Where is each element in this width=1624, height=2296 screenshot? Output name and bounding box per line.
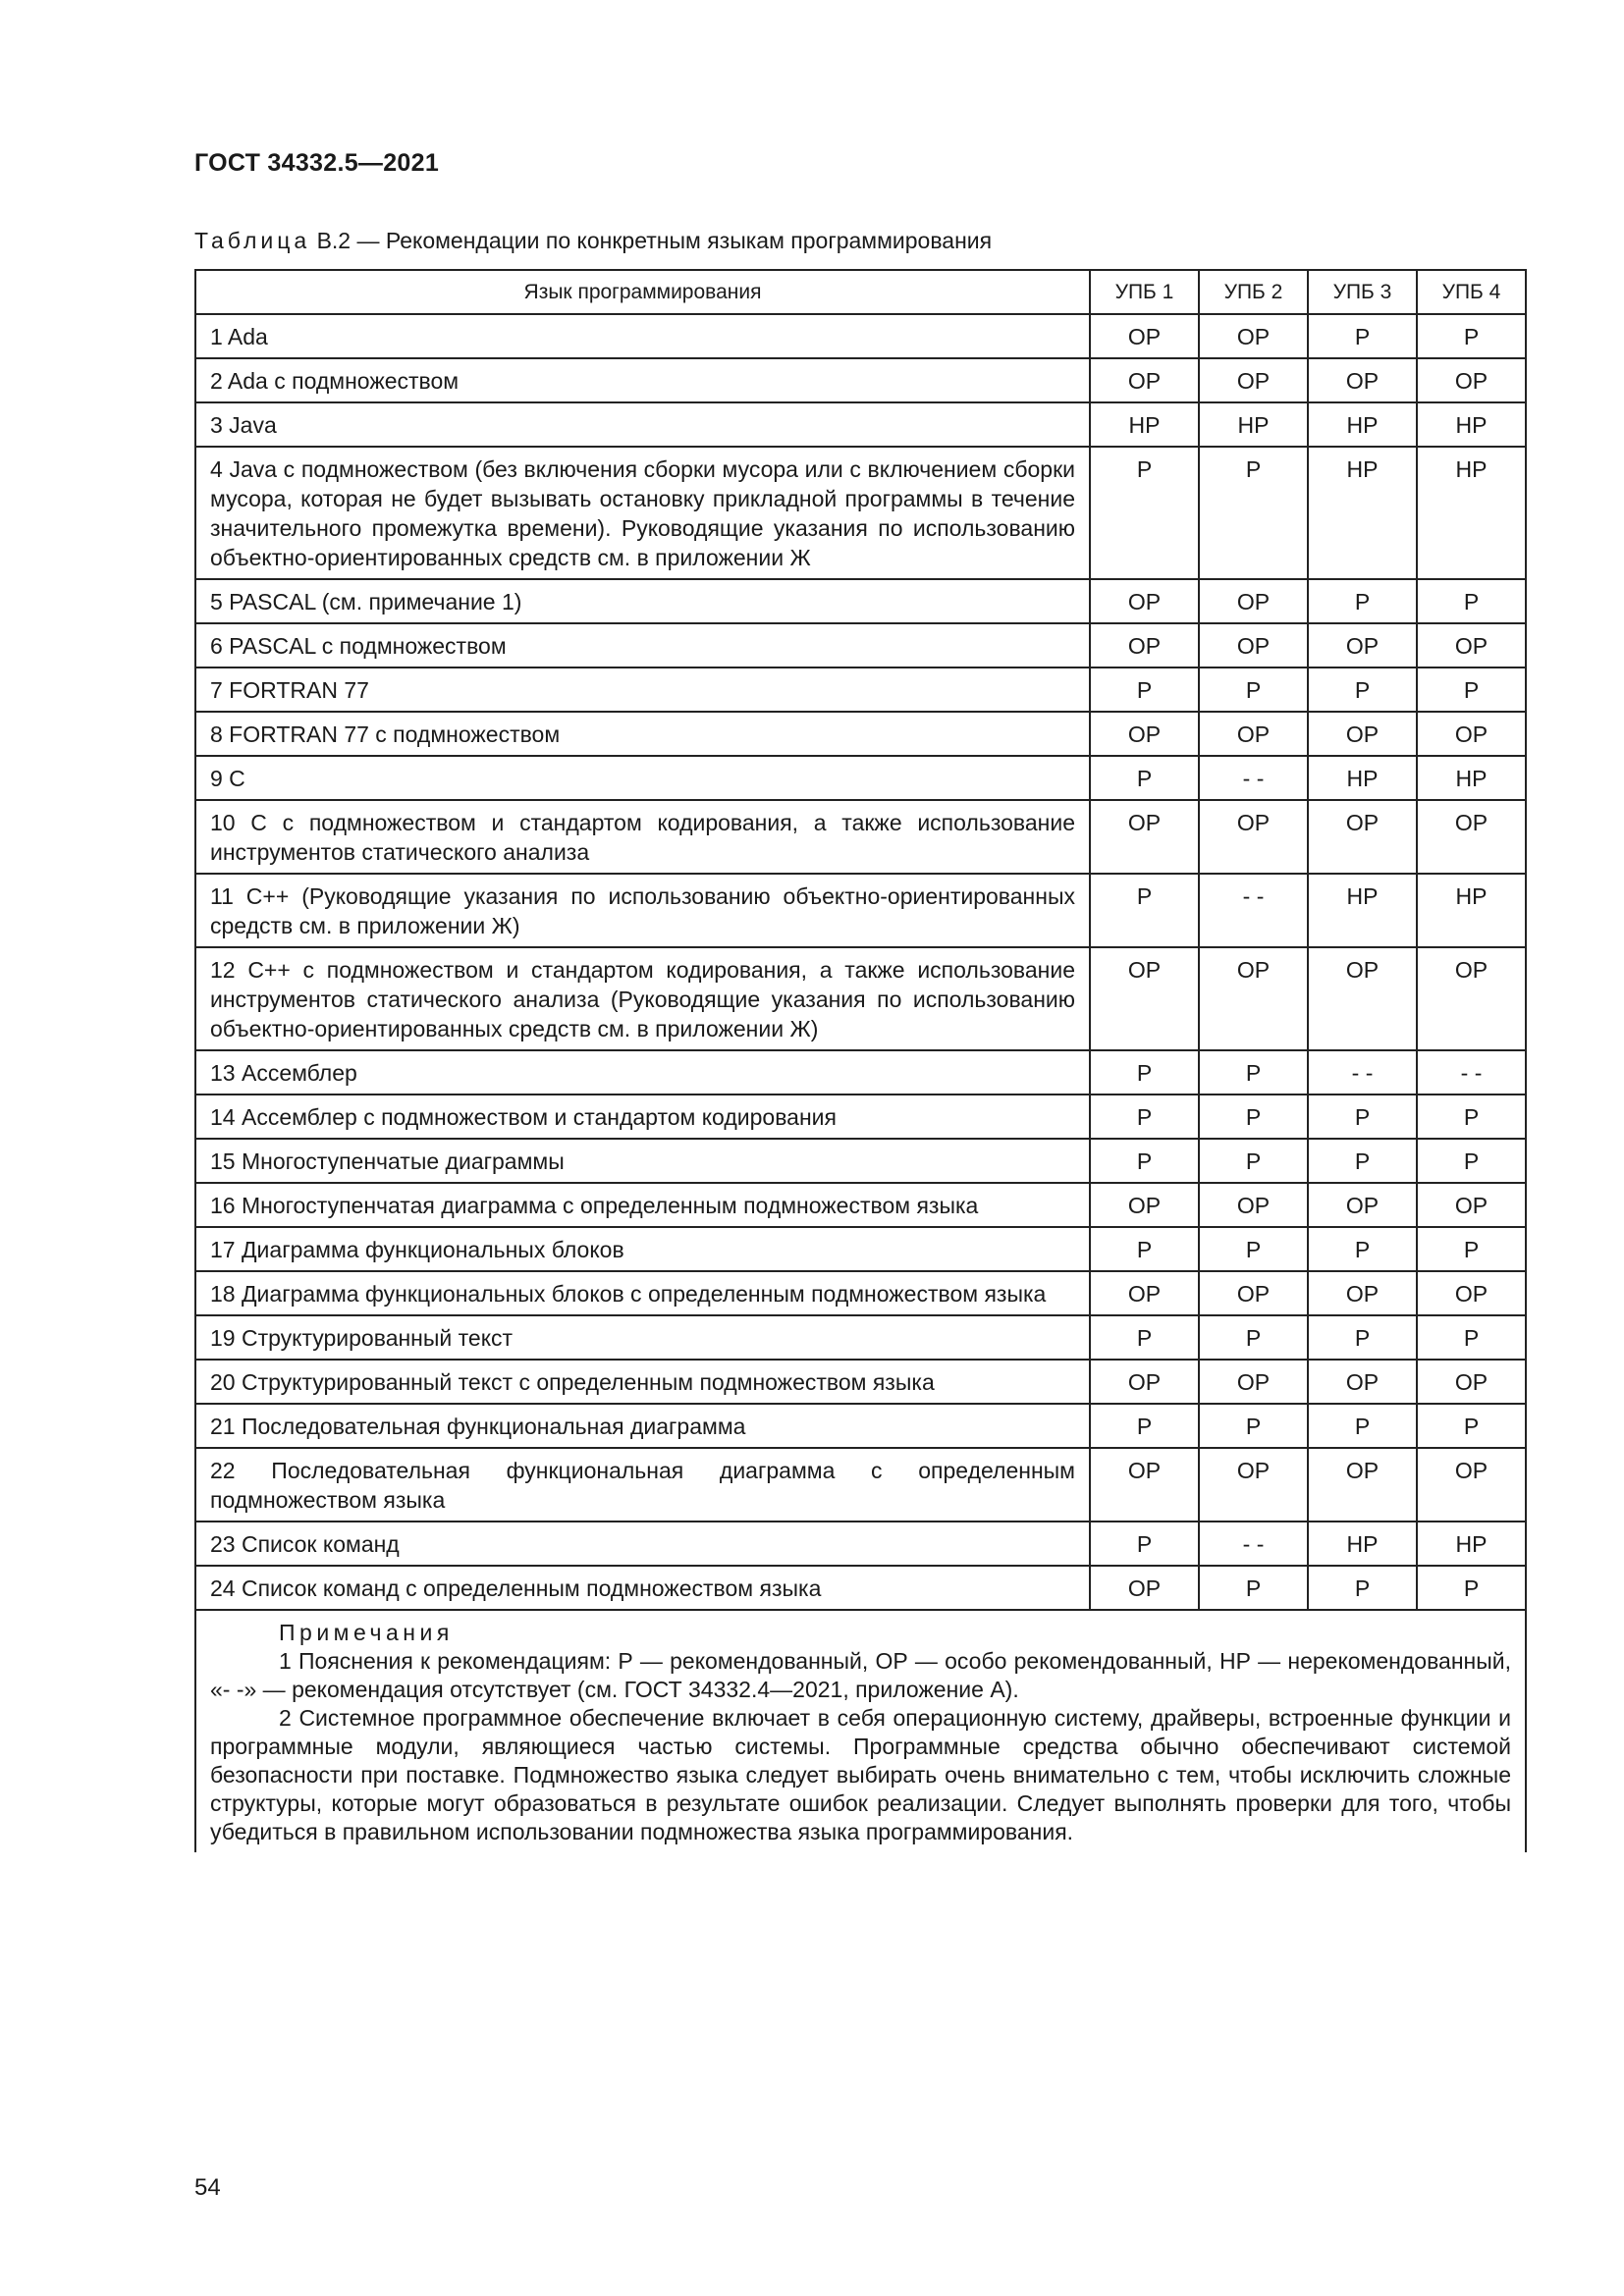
upb1-recommendation-cell: Р bbox=[1090, 874, 1199, 947]
language-cell: 14 Ассемблер с подмножеством и стандартом кодирования bbox=[195, 1095, 1090, 1139]
language-cell: 3 Java bbox=[195, 402, 1090, 447]
table-row bbox=[195, 1448, 1526, 1522]
table-row bbox=[195, 1139, 1526, 1183]
upb2-recommendation-cell: ОР bbox=[1199, 358, 1308, 402]
table-row bbox=[195, 1095, 1526, 1139]
upb4-recommendation-cell: Р bbox=[1417, 1227, 1526, 1271]
language-cell: 5 PASCAL (см. примечание 1) bbox=[195, 579, 1090, 623]
upb3-recommendation-cell: Р bbox=[1308, 579, 1417, 623]
upb1-recommendation-cell: НР bbox=[1090, 402, 1199, 447]
upb4-recommendation-cell: ОР bbox=[1417, 712, 1526, 756]
upb1-recommendation-cell: Р bbox=[1090, 667, 1199, 712]
upb4-recommendation-cell: ОР bbox=[1417, 1448, 1526, 1522]
upb3-recommendation-cell: Р bbox=[1308, 1404, 1417, 1448]
upb1-recommendation-cell: Р bbox=[1090, 1139, 1199, 1183]
upb3-recommendation-cell: Р bbox=[1308, 667, 1417, 712]
upb4-recommendation-cell: Р bbox=[1417, 579, 1526, 623]
language-cell: 16 Многоступенчатая диаграмма с определенным подмножеством языка bbox=[195, 1183, 1090, 1227]
note-1: 1 Пояснения к рекомендациям: Р — рекомендованный, ОР — особо рекомендованный, НР — нерекомендованный, «- -» — рекомендация отсутствует (см. ГОСТ 34332.4—2021, приложение А). bbox=[210, 1648, 1511, 1702]
table-row bbox=[195, 314, 1526, 358]
upb4-recommendation-cell: ОР bbox=[1417, 1183, 1526, 1227]
col-header-upb1: УПБ 1 bbox=[1090, 270, 1199, 314]
table-row bbox=[195, 579, 1526, 623]
upb2-recommendation-cell: ОР bbox=[1199, 1183, 1308, 1227]
table-row bbox=[195, 712, 1526, 756]
document-header: ГОСТ 34332.5—2021 bbox=[194, 149, 440, 177]
table-row bbox=[195, 1522, 1526, 1566]
table-caption-text: В.2 — Рекомендации по конкретным языкам программирования bbox=[310, 228, 993, 253]
upb4-recommendation-cell: НР bbox=[1417, 1522, 1526, 1566]
col-header-language: Язык программирования bbox=[195, 270, 1090, 314]
upb1-recommendation-cell: ОР bbox=[1090, 579, 1199, 623]
upb4-recommendation-cell: ОР bbox=[1417, 623, 1526, 667]
upb3-recommendation-cell: Р bbox=[1308, 314, 1417, 358]
upb2-recommendation-cell: ОР bbox=[1199, 623, 1308, 667]
upb1-recommendation-cell: ОР bbox=[1090, 947, 1199, 1050]
col-header-upb2: УПБ 2 bbox=[1199, 270, 1308, 314]
language-cell: 22 Последовательная функциональная диаграмма с определенным подмножеством языка bbox=[195, 1448, 1090, 1522]
language-cell: 13 Ассемблер bbox=[195, 1050, 1090, 1095]
upb3-recommendation-cell: ОР bbox=[1308, 1448, 1417, 1522]
upb3-recommendation-cell: Р bbox=[1308, 1566, 1417, 1610]
upb1-recommendation-cell: Р bbox=[1090, 1404, 1199, 1448]
upb1-recommendation-cell: ОР bbox=[1090, 1566, 1199, 1610]
upb2-recommendation-cell: Р bbox=[1199, 447, 1308, 579]
upb1-recommendation-cell: ОР bbox=[1090, 358, 1199, 402]
table-body bbox=[195, 314, 1526, 1610]
table-row bbox=[195, 358, 1526, 402]
upb4-recommendation-cell: Р bbox=[1417, 1139, 1526, 1183]
table-row bbox=[195, 447, 1526, 579]
upb2-recommendation-cell: ОР bbox=[1199, 712, 1308, 756]
language-cell: 19 Структурированный текст bbox=[195, 1315, 1090, 1360]
upb2-recommendation-cell: - - bbox=[1199, 874, 1308, 947]
table-row bbox=[195, 756, 1526, 800]
upb2-recommendation-cell: Р bbox=[1199, 1139, 1308, 1183]
language-cell: 8 FORTRAN 77 с подмножеством bbox=[195, 712, 1090, 756]
upb2-recommendation-cell: ОР bbox=[1199, 314, 1308, 358]
upb4-recommendation-cell: НР bbox=[1417, 874, 1526, 947]
upb3-recommendation-cell: Р bbox=[1308, 1227, 1417, 1271]
table-row bbox=[195, 1271, 1526, 1315]
upb4-recommendation-cell: ОР bbox=[1417, 947, 1526, 1050]
upb2-recommendation-cell: ОР bbox=[1199, 579, 1308, 623]
upb4-recommendation-cell: НР bbox=[1417, 447, 1526, 579]
upb1-recommendation-cell: ОР bbox=[1090, 712, 1199, 756]
upb3-recommendation-cell: Р bbox=[1308, 1315, 1417, 1360]
language-cell: 4 Java с подмножеством (без включения сборки мусора или с включением сборки мусора, которая не будет вызывать остановку прикладной программы в течение значительного промежутка времени). Руководящие указания по использованию объектно-ориентированных средств см. в приложении Ж bbox=[195, 447, 1090, 579]
upb3-recommendation-cell: Р bbox=[1308, 1139, 1417, 1183]
upb1-recommendation-cell: Р bbox=[1090, 1227, 1199, 1271]
col-header-upb3: УПБ 3 bbox=[1308, 270, 1417, 314]
page-number: 54 bbox=[194, 2174, 221, 2201]
language-cell: 9 C bbox=[195, 756, 1090, 800]
upb4-recommendation-cell: Р bbox=[1417, 1095, 1526, 1139]
upb1-recommendation-cell: ОР bbox=[1090, 1360, 1199, 1404]
language-cell: 15 Многоступенчатые диаграммы bbox=[195, 1139, 1090, 1183]
upb2-recommendation-cell: - - bbox=[1199, 1522, 1308, 1566]
upb1-recommendation-cell: ОР bbox=[1090, 314, 1199, 358]
table-row bbox=[195, 947, 1526, 1050]
upb4-recommendation-cell: Р bbox=[1417, 1566, 1526, 1610]
upb1-recommendation-cell: ОР bbox=[1090, 1448, 1199, 1522]
table-row bbox=[195, 1227, 1526, 1271]
upb4-recommendation-cell: ОР bbox=[1417, 800, 1526, 874]
upb2-recommendation-cell: Р bbox=[1199, 1404, 1308, 1448]
table-row bbox=[195, 1566, 1526, 1610]
upb4-recommendation-cell: НР bbox=[1417, 756, 1526, 800]
upb1-recommendation-cell: ОР bbox=[1090, 1271, 1199, 1315]
upb3-recommendation-cell: НР bbox=[1308, 874, 1417, 947]
upb3-recommendation-cell: НР bbox=[1308, 402, 1417, 447]
upb1-recommendation-cell: ОР bbox=[1090, 800, 1199, 874]
upb4-recommendation-cell: ОР bbox=[1417, 1271, 1526, 1315]
upb2-recommendation-cell: ОР bbox=[1199, 947, 1308, 1050]
language-cell: 23 Список команд bbox=[195, 1522, 1090, 1566]
upb3-recommendation-cell: НР bbox=[1308, 756, 1417, 800]
table-header-row bbox=[195, 270, 1526, 314]
upb4-recommendation-cell: Р bbox=[1417, 1315, 1526, 1360]
table-caption bbox=[194, 228, 992, 254]
upb1-recommendation-cell: ОР bbox=[1090, 623, 1199, 667]
language-cell: 10 C с подмножеством и стандартом кодирования, а также использование инструментов статического анализа bbox=[195, 800, 1090, 874]
upb3-recommendation-cell: ОР bbox=[1308, 358, 1417, 402]
upb4-recommendation-cell: ОР bbox=[1417, 1360, 1526, 1404]
upb2-recommendation-cell: ОР bbox=[1199, 1360, 1308, 1404]
upb4-recommendation-cell: - - bbox=[1417, 1050, 1526, 1095]
table-row bbox=[195, 1050, 1526, 1095]
upb2-recommendation-cell: - - bbox=[1199, 756, 1308, 800]
upb3-recommendation-cell: ОР bbox=[1308, 1183, 1417, 1227]
language-cell: 1 Ada bbox=[195, 314, 1090, 358]
notes-title: Примечания bbox=[279, 1620, 454, 1645]
upb1-recommendation-cell: Р bbox=[1090, 1315, 1199, 1360]
table-row bbox=[195, 1360, 1526, 1404]
upb2-recommendation-cell: НР bbox=[1199, 402, 1308, 447]
upb3-recommendation-cell: ОР bbox=[1308, 1271, 1417, 1315]
table-row bbox=[195, 1404, 1526, 1448]
language-cell: 7 FORTRAN 77 bbox=[195, 667, 1090, 712]
table-caption-prefix: Таблица bbox=[194, 228, 311, 253]
language-cell: 6 PASCAL с подмножеством bbox=[195, 623, 1090, 667]
upb1-recommendation-cell: Р bbox=[1090, 1522, 1199, 1566]
upb3-recommendation-cell: ОР bbox=[1308, 1360, 1417, 1404]
language-cell: 18 Диаграмма функциональных блоков с определенным подмножеством языка bbox=[195, 1271, 1090, 1315]
upb3-recommendation-cell: ОР bbox=[1308, 947, 1417, 1050]
note-2: 2 Системное программное обеспечение включает в себя операционную систему, драйверы, встроенные функции и программные модули, являющиеся частью системы. Программные средства обычно обеспечивают системой безопасности при поставке. Подмножество языка следует выбирать очень внимательно с тем, чтобы исключить сложные структуры, которые могут образоваться в результате ошибок реализации. Следует выполнять проверки для того, чтобы убедиться в правильном использовании подмножества языка программирования. bbox=[210, 1705, 1511, 1844]
table-row bbox=[195, 800, 1526, 874]
upb2-recommendation-cell: ОР bbox=[1199, 1271, 1308, 1315]
upb2-recommendation-cell: ОР bbox=[1199, 1448, 1308, 1522]
upb3-recommendation-cell: Р bbox=[1308, 1095, 1417, 1139]
upb2-recommendation-cell: Р bbox=[1199, 1227, 1308, 1271]
recommendations-table bbox=[194, 269, 1527, 1852]
upb1-recommendation-cell: Р bbox=[1090, 756, 1199, 800]
upb2-recommendation-cell: ОР bbox=[1199, 800, 1308, 874]
language-cell: 12 C++ с подмножеством и стандартом кодирования, а также использование инструментов статического анализа (Руководящие указания по использованию объектно-ориентированных средств см. в приложении Ж) bbox=[195, 947, 1090, 1050]
upb3-recommendation-cell: НР bbox=[1308, 1522, 1417, 1566]
table-row bbox=[195, 1315, 1526, 1360]
upb4-recommendation-cell: НР bbox=[1417, 402, 1526, 447]
upb2-recommendation-cell: Р bbox=[1199, 1095, 1308, 1139]
language-cell: 20 Структурированный текст с определенным подмножеством языка bbox=[195, 1360, 1090, 1404]
table-row bbox=[195, 1183, 1526, 1227]
language-cell: 2 Ada с подмножеством bbox=[195, 358, 1090, 402]
table-row bbox=[195, 874, 1526, 947]
upb3-recommendation-cell: ОР bbox=[1308, 623, 1417, 667]
upb1-recommendation-cell: Р bbox=[1090, 447, 1199, 579]
upb3-recommendation-cell: ОР bbox=[1308, 712, 1417, 756]
table-row bbox=[195, 402, 1526, 447]
col-header-upb4: УПБ 4 bbox=[1417, 270, 1526, 314]
upb2-recommendation-cell: Р bbox=[1199, 1566, 1308, 1610]
language-cell: 11 C++ (Руководящие указания по использованию объектно-ориентированных средств см. в приложении Ж) bbox=[195, 874, 1090, 947]
upb2-recommendation-cell: Р bbox=[1199, 1315, 1308, 1360]
upb3-recommendation-cell: - - bbox=[1308, 1050, 1417, 1095]
notes-row bbox=[195, 1610, 1526, 1852]
notes-cell bbox=[195, 1610, 1526, 1852]
language-cell: 17 Диаграмма функциональных блоков bbox=[195, 1227, 1090, 1271]
language-cell: 21 Последовательная функциональная диаграмма bbox=[195, 1404, 1090, 1448]
upb3-recommendation-cell: ОР bbox=[1308, 800, 1417, 874]
upb1-recommendation-cell: Р bbox=[1090, 1095, 1199, 1139]
upb4-recommendation-cell: ОР bbox=[1417, 358, 1526, 402]
upb3-recommendation-cell: НР bbox=[1308, 447, 1417, 579]
upb4-recommendation-cell: Р bbox=[1417, 1404, 1526, 1448]
upb1-recommendation-cell: ОР bbox=[1090, 1183, 1199, 1227]
upb4-recommendation-cell: Р bbox=[1417, 667, 1526, 712]
upb2-recommendation-cell: Р bbox=[1199, 667, 1308, 712]
language-cell: 24 Список команд с определенным подмножеством языка bbox=[195, 1566, 1090, 1610]
upb4-recommendation-cell: Р bbox=[1417, 314, 1526, 358]
table-row bbox=[195, 667, 1526, 712]
upb1-recommendation-cell: Р bbox=[1090, 1050, 1199, 1095]
table-row bbox=[195, 623, 1526, 667]
upb2-recommendation-cell: Р bbox=[1199, 1050, 1308, 1095]
